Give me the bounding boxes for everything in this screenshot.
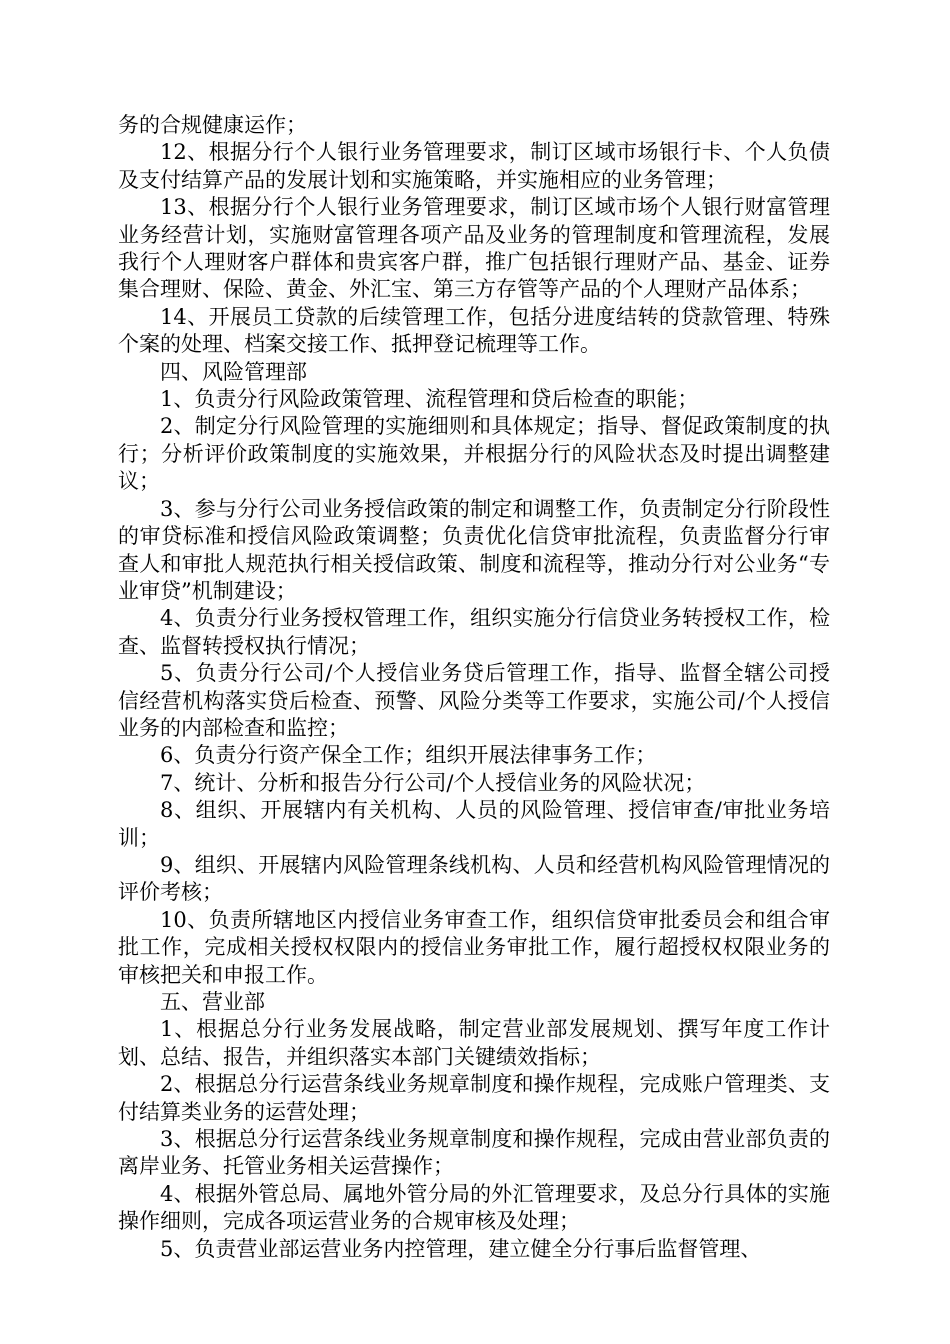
paragraph-business-2: 2、根据总分行运营条线业务规章制度和操作规程，完成账户管理类、支付结算类业务的运营处理；	[118, 1072, 830, 1124]
paragraph-risk-6: 6、负责分行资产保全工作；组织开展法律事务工作；	[160, 743, 657, 768]
paragraph-risk-1: 1、负责分行风险政策管理、流程管理和贷后检查的职能；	[160, 387, 699, 412]
paragraph-risk-8: 8、组织、开展辖内有关机构、人员的风险管理、授信审查/审批业务培训；	[118, 798, 830, 850]
paragraph-item-13: 13、根据分行个人银行业务管理要求，制订区域市场个人银行财富管理业务经营计划，实施财富管理各项产品及业务的管理制度和管理流程，发展我行个人理财客户群体和贵宾客户群，推广包括银行理财产品、基金、证券集合理财、保险、黄金、外汇宝、第三方存管等产品的个人理财产品体系；	[118, 195, 830, 302]
paragraph-business-1: 1、根据总分行业务发展战略，制定营业部发展规划、撰写年度工作计划、总结、报告，并组织落实本部门关键绩效指标；	[118, 1017, 830, 1069]
paragraph-risk-5: 5、负责分行公司/个人授信业务贷后管理工作，指导、监督全辖公司授信经营机构落实贷后检查、预警、风险分类等工作要求，实施公司/个人授信业务的内部检查和监控；	[118, 661, 830, 740]
paragraph-risk-10: 10、负责所辖地区内授信业务审查工作，组织信贷审批委员会和组合审批工作，完成相关授权权限内的授信业务审批工作，履行超授权权限业务的审核把关和申报工作。	[118, 907, 830, 987]
paragraph-business-4: 4、根据外管总局、属地外管分局的外汇管理要求，及总分行具体的实施操作细则，完成各项运营业务的合规审核及处理；	[118, 1181, 830, 1234]
paragraph-item-12: 12、根据分行个人银行业务管理要求，制订区域市场银行卡、个人负债及支付结算产品的发展计划和实施策略，并实施相应的业务管理；	[118, 140, 830, 192]
paragraph-continuation: 务的合规健康运作；	[118, 113, 307, 137]
document-body	[118, 112, 830, 1263]
paragraph-business-5: 5、负责营业部运营业务内控管理，建立健全分行事后监督管理、	[160, 1236, 762, 1261]
paragraph-risk-9: 9、组织、开展辖内风险管理条线机构、人员和经营机构风险管理情况的评价考核；	[118, 852, 830, 905]
section-heading-business-department: 五、营业部	[160, 990, 265, 1014]
paragraph-risk-4: 4、负责分行业务授权管理工作，组织实施分行信贷业务转授权工作，检查、监督转授权执行情况；	[118, 606, 830, 658]
paragraph-business-3: 3、根据总分行运营条线业务规章制度和操作规程，完成由营业部负责的离岸业务、托管业务相关运营操作；	[118, 1127, 830, 1179]
paragraph-item-14: 14、开展员工贷款的后续管理工作，包括分进度结转的贷款管理、特殊个案的处理、档案交接工作、抵押登记梳理等工作。	[118, 304, 830, 357]
paragraph-risk-2: 2、制定分行风险管理的实施细则和具体规定；指导、督促政策制度的执行；分析评价政策制度的实施效果，并根据分行的风险状态及时提出调整建议；	[118, 414, 830, 494]
paragraph-risk-7: 7、统计、分析和报告分行公司/个人授信业务的风险状况；	[160, 770, 706, 795]
section-heading-risk-management: 四、风险管理部	[160, 359, 307, 384]
paragraph-risk-3: 3、参与分行公司业务授信政策的制定和调整工作，负责制定分行阶段性的审贷标准和授信风险政策调整；负责优化信贷审批流程，负责监督分行审查人和审批人规范执行相关授信政策、制度和流程等，推动分行对公业务“专业审贷”机制建设；	[118, 496, 830, 603]
